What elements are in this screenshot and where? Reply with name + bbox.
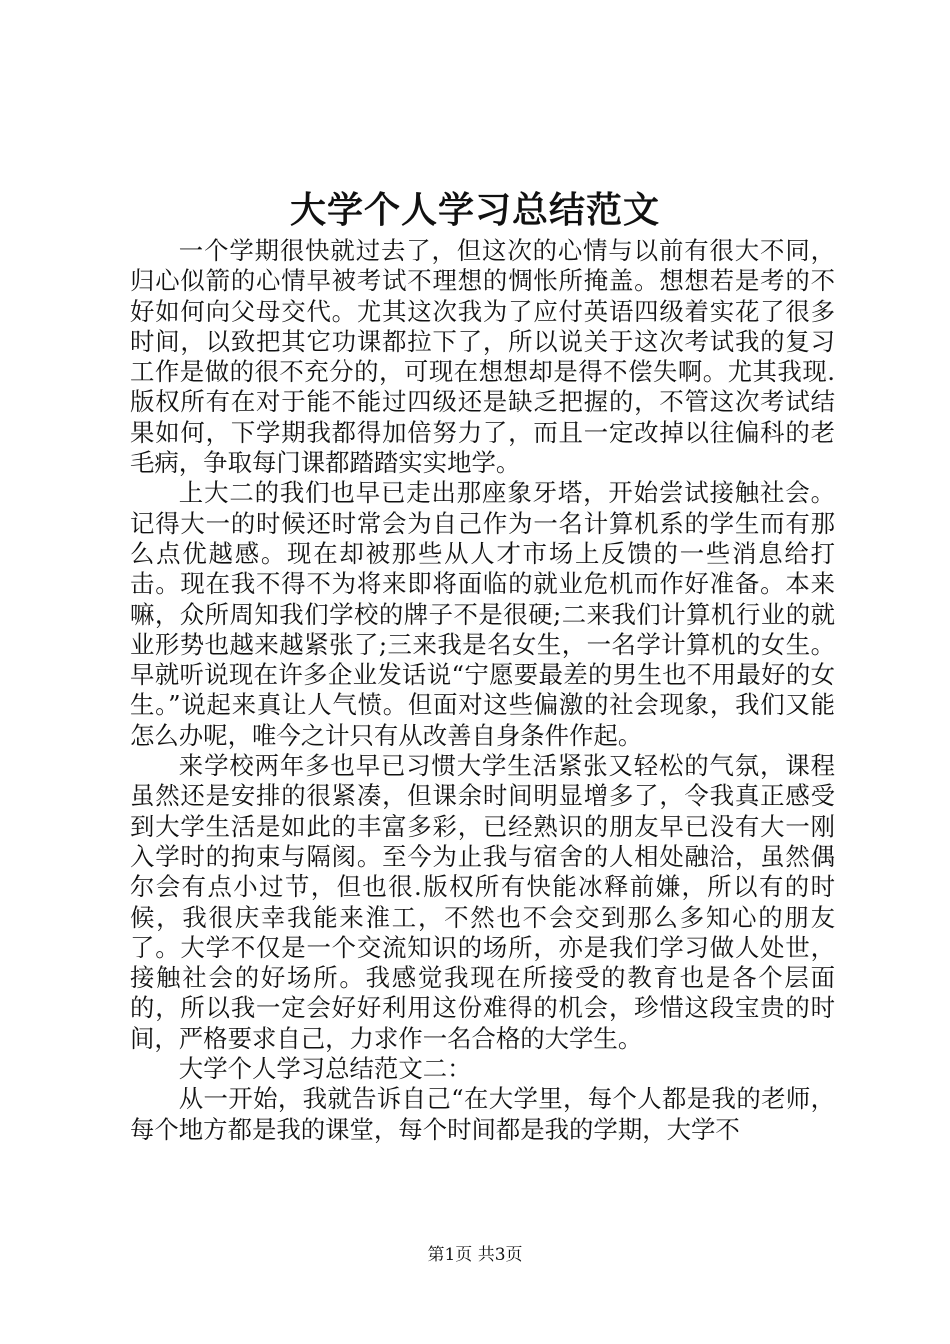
document-title: 大学个人学习总结范文	[289, 189, 660, 231]
paragraph-2: 上大二的我们也早已走出那座象牙塔，开始尝试接触社会。记得大一的时候还时常会为自己作为一名计算机系的学生而有那么点优越感。现在却被那些从人才市场上反馈的一些消息给打击。现在我不得不为将来即将面临的就业危机而作好准备。本来嘛，众所周知我们学校的牌子不是很硬;二来我们计算机行业的就业形势也越来越紧张了;三来我是名女生，一名学计算机的女生。早就听说现在许多企业发话说“宁愿要最差的男生也不用最好的女生。”说起来真让人气愤。但面对这些偏激的社会现象，我们又能怎么办呢，唯今之计只有从改善自身条件作起。	[130, 478, 835, 750]
section-heading-2: 大学个人学习总结范文二：	[178, 1054, 472, 1084]
paragraph-1: 一个学期很快就过去了，但这次的心情与以前有很大不同，归心似箭的心情早被考试不理想的惆怅所掩盖。想想若是考的不好如何向父母交代。尤其这次我为了应付英语四级着实花了很多时间，以致把其它功课都拉下了，所以说关于这次考试我的复习工作是做的很不充分的，可现在想想却是得不偿失啊。尤其我现.版权所有在对于能不能过四级还是缺乏把握的，不管这次考试结果如何，下学期我都得加倍努力了，而且一定改掉以往偏科的老毛病，争取每门课都踏踏实实地学。	[130, 236, 835, 478]
paragraph-4: 从一开始，我就告诉自己“在大学里，每个人都是我的老师，每个地方都是我的课堂，每个时间都是我的学期，大学不	[130, 1084, 835, 1144]
paragraph-3: 来学校两年多也早已习惯大学生活紧张又轻松的气氛，课程虽然还是安排的很紧凑，但课余时间明显增多了，令我真正感受到大学生活是如此的丰富多彩，已经熟识的朋友早已没有大一刚入学时的拘束与隔阂。至今为止我与宿舍的人相处融洽，虽然偶尔会有点小过节，但也很.版权所有快能冰释前嫌，所以有的时候，我很庆幸我能来淮工，不然也不会交到那么多知心的朋友了。大学不仅是一个交流知识的场所，亦是我们学习做人处世，接触社会的好场所。我感觉我现在所接受的教育也是各个层面的，所以我一定会好好利用这份难得的机会，珍惜这段宝贵的时间，严格要求自己，力求作一名合格的大学生。	[130, 751, 835, 1053]
page-footer: 第1页 共3页	[427, 1245, 523, 1265]
document-body	[130, 236, 835, 1145]
